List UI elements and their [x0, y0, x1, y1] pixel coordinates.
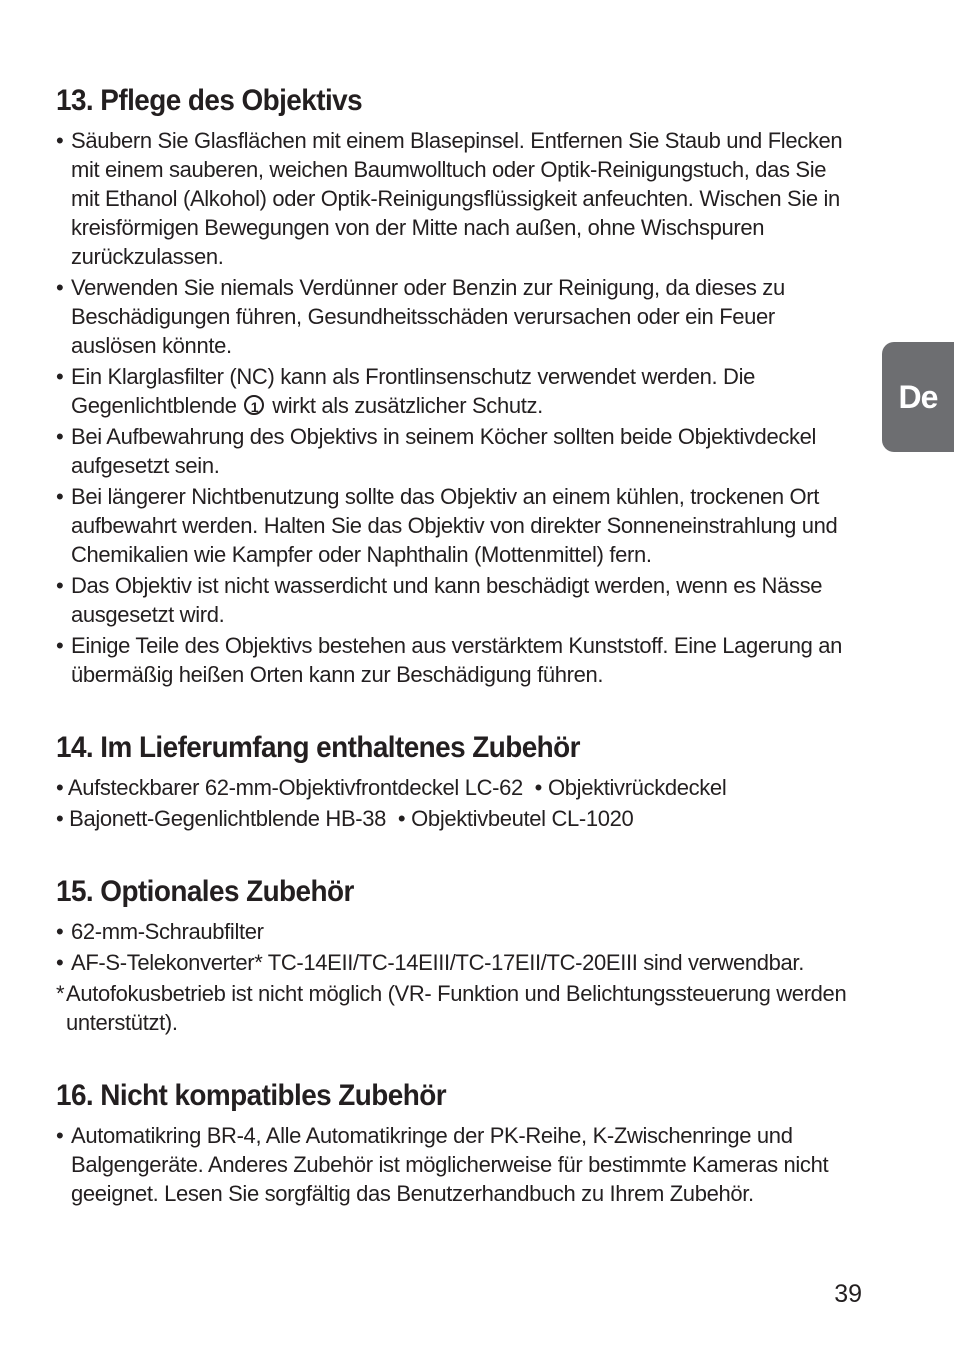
list-item: • Bei Aufbewahrung des Objektivs in seinem Köcher sollten beide Objektivdeckel aufgesetzt sein. [56, 422, 856, 480]
callout-number-marker: 1 [244, 395, 264, 415]
list-item: Objektivrückdeckel [548, 775, 727, 800]
section-incompatible-accessories [56, 1077, 856, 1208]
list-item: • AF-S-Telekonverter* TC-14EII/TC-14EIII/TC-17EII/TC-20EIII sind verwendbar. [56, 948, 856, 977]
section-title: 13. Pflege des Objektivs [56, 84, 363, 117]
bullet-list [56, 126, 856, 689]
list-item-text: wirkt als zusätzlicher Schutz. [272, 393, 543, 418]
accessory-rows [56, 773, 856, 833]
section-title: 16. Nicht kompatibles Zubehör [56, 1079, 446, 1112]
section-supplied-accessories [56, 729, 856, 833]
bullet-glyph: • [56, 806, 64, 831]
list-item: • Einige Teile des Objektivs bestehen aus verstärktem Kunststoff. Eine Lagerung an übermäßig heißen Orten kann zur Beschädigung führen. [56, 631, 856, 689]
list-item: • Bei längerer Nichtbenutzung sollte das Objektiv an einem kühlen, trockenen Ort aufbewahrt werden. Halten Sie das Objektiv von direkter Sonneneinstrahlung und Chemikalien wie Kampfer oder Naphthalin (Mottenmittel) fern. [56, 482, 856, 569]
asterisk-marker: * [56, 981, 65, 1006]
list-item: • 62-mm-Schraubfilter [56, 917, 856, 946]
list-item: • Automatikring BR-4, Alle Automatikringe der PK-Reihe, K-Zwischenringe und Balgengeräte. Anderes Zubehör ist möglicherweise für bestimmte Kameras nicht geeignet. Lesen Sie sorgfältig das Benutzerhandbuch zu Ihrem Zubehör. [56, 1121, 856, 1208]
bullet-glyph: • [534, 775, 543, 800]
section-optional-accessories [56, 873, 856, 1037]
section-title: 15. Optionales Zubehör [56, 875, 354, 908]
accessory-row [56, 804, 856, 833]
list-item: Objektivbeutel CL-1020 [411, 806, 634, 831]
page-content [56, 82, 856, 1210]
list-item: • Das Objektiv ist nicht wasserdicht und kann beschädigt werden, wenn es Nässe ausgesetzt wird. [56, 571, 856, 629]
bullet-list [56, 917, 856, 977]
page-number: 39 [834, 1280, 862, 1308]
list-item: Aufsteckbarer 62-mm-Objektivfrontdeckel LC-62 [67, 775, 523, 800]
section-title: 14. Im Lieferumfang enthaltenes Zubehör [56, 731, 580, 764]
list-item [56, 362, 856, 420]
bullet-list [56, 1121, 856, 1208]
list-item: • Verwenden Sie niemals Verdünner oder Benzin zur Reinigung, da dieses zu Beschädigungen führen, Gesundheitsschäden verursachen oder ein Feuer auslösen könnte. [56, 273, 856, 360]
section-lens-care [56, 82, 856, 689]
accessory-row [56, 773, 856, 802]
bullet-glyph: • [397, 806, 406, 831]
language-tab: De [882, 342, 954, 452]
bullet-glyph: • [56, 775, 64, 800]
list-item: Bajonett-Gegenlichtblende HB-38 [69, 806, 387, 831]
footnote [56, 979, 856, 1037]
list-item: • Säubern Sie Glasflächen mit einem Blasepinsel. Entfernen Sie Staub und Flecken mit einem sauberen, weichen Baumwolltuch oder Optik-Reinigungstuch, das Sie mit Ethanol (Alkohol) oder Optik-Reinigungsflüssigkeit anfeuchten. Wischen Sie in kreisförmigen Bewegungen von der Mitte nach außen, ohne Wischspuren zurückzulassen. [56, 126, 856, 271]
section-body [56, 917, 856, 1037]
list-item-text: Ein Klarglasfilter (NC) kann als Frontlinsenschutz verwendet werden. Die Gegenlichtblende [71, 364, 755, 418]
footnote-text: Autofokusbetrieb ist nicht möglich (VR- Funktion und Belichtungssteuerung werden unterstützt). [66, 981, 847, 1035]
